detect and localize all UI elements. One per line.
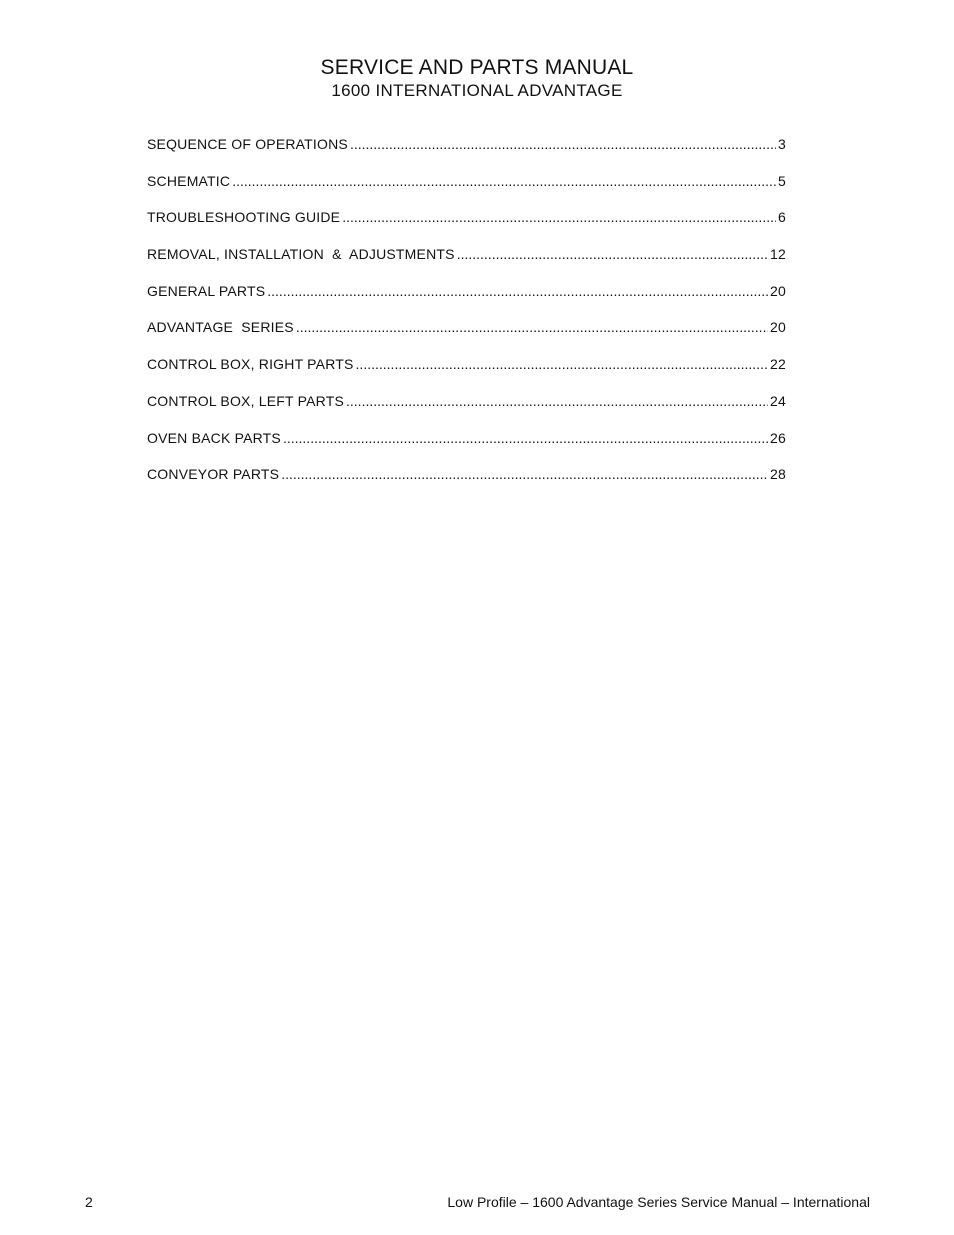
toc-entry-title: CONTROL BOX, LEFT PARTS xyxy=(147,392,345,409)
toc-entry-title: ADVANTAGE SERIES xyxy=(147,319,294,336)
toc-entry-page: 24 xyxy=(770,392,786,409)
manual-title: SERVICE AND PARTS MANUAL xyxy=(320,56,634,79)
toc-entry-title: TROUBLESHOOTING GUIDE xyxy=(147,209,341,226)
toc-entry[interactable] xyxy=(147,356,786,393)
toc-entry-page: 20 xyxy=(770,282,786,299)
toc-entry-title: GENERAL PARTS xyxy=(147,282,266,299)
toc-entry[interactable] xyxy=(147,466,786,503)
page-footer xyxy=(85,1194,870,1210)
toc-entry-title: SEQUENCE OF OPERATIONS xyxy=(147,136,348,152)
toc-entry-title: CONTROL BOX, RIGHT PARTS xyxy=(147,356,354,373)
toc-entry-page: 22 xyxy=(770,356,786,373)
manual-subtitle: 1600 INTERNATIONAL ADVANTAGE xyxy=(331,81,623,100)
toc-dot-leader xyxy=(346,393,768,409)
page-header xyxy=(0,55,954,101)
toc-dot-leader xyxy=(350,136,776,152)
toc-entry[interactable] xyxy=(147,246,786,283)
toc-dot-leader xyxy=(356,356,768,372)
toc-entry[interactable] xyxy=(147,283,786,320)
toc-entry-page: 12 xyxy=(770,246,786,263)
toc-entry-title: REMOVAL, INSTALLATION & ADJUSTMENTS xyxy=(147,246,455,263)
toc-dot-leader xyxy=(281,466,768,482)
table-of-contents xyxy=(147,136,786,503)
toc-entry-title: CONVEYOR PARTS xyxy=(147,466,280,483)
toc-entry-page: 20 xyxy=(770,319,786,336)
toc-entry-page: 26 xyxy=(770,429,786,446)
footer-manual-name: Low Profile – 1600 Advantage Series Service Manual – International xyxy=(447,1194,870,1210)
toc-entry[interactable] xyxy=(147,319,786,356)
toc-dot-leader xyxy=(283,430,768,446)
toc-entry-title: OVEN BACK PARTS xyxy=(147,429,281,446)
toc-dot-leader xyxy=(342,209,776,225)
toc-dot-leader xyxy=(296,319,768,335)
toc-entry[interactable] xyxy=(147,173,786,210)
toc-entry-title: SCHEMATIC xyxy=(147,172,231,189)
toc-entry[interactable] xyxy=(147,209,786,246)
toc-entry-page: 28 xyxy=(770,466,786,483)
toc-entry-page: 5 xyxy=(778,172,786,189)
toc-entry[interactable] xyxy=(147,393,786,430)
footer-page-number: 2 xyxy=(85,1194,93,1210)
toc-entry[interactable] xyxy=(147,430,786,467)
toc-dot-leader xyxy=(457,246,768,262)
toc-dot-leader xyxy=(267,283,768,299)
toc-entry-page: 6 xyxy=(778,209,786,226)
toc-entry-page: 3 xyxy=(778,136,786,152)
toc-entry[interactable] xyxy=(147,136,786,173)
toc-dot-leader xyxy=(232,173,776,189)
